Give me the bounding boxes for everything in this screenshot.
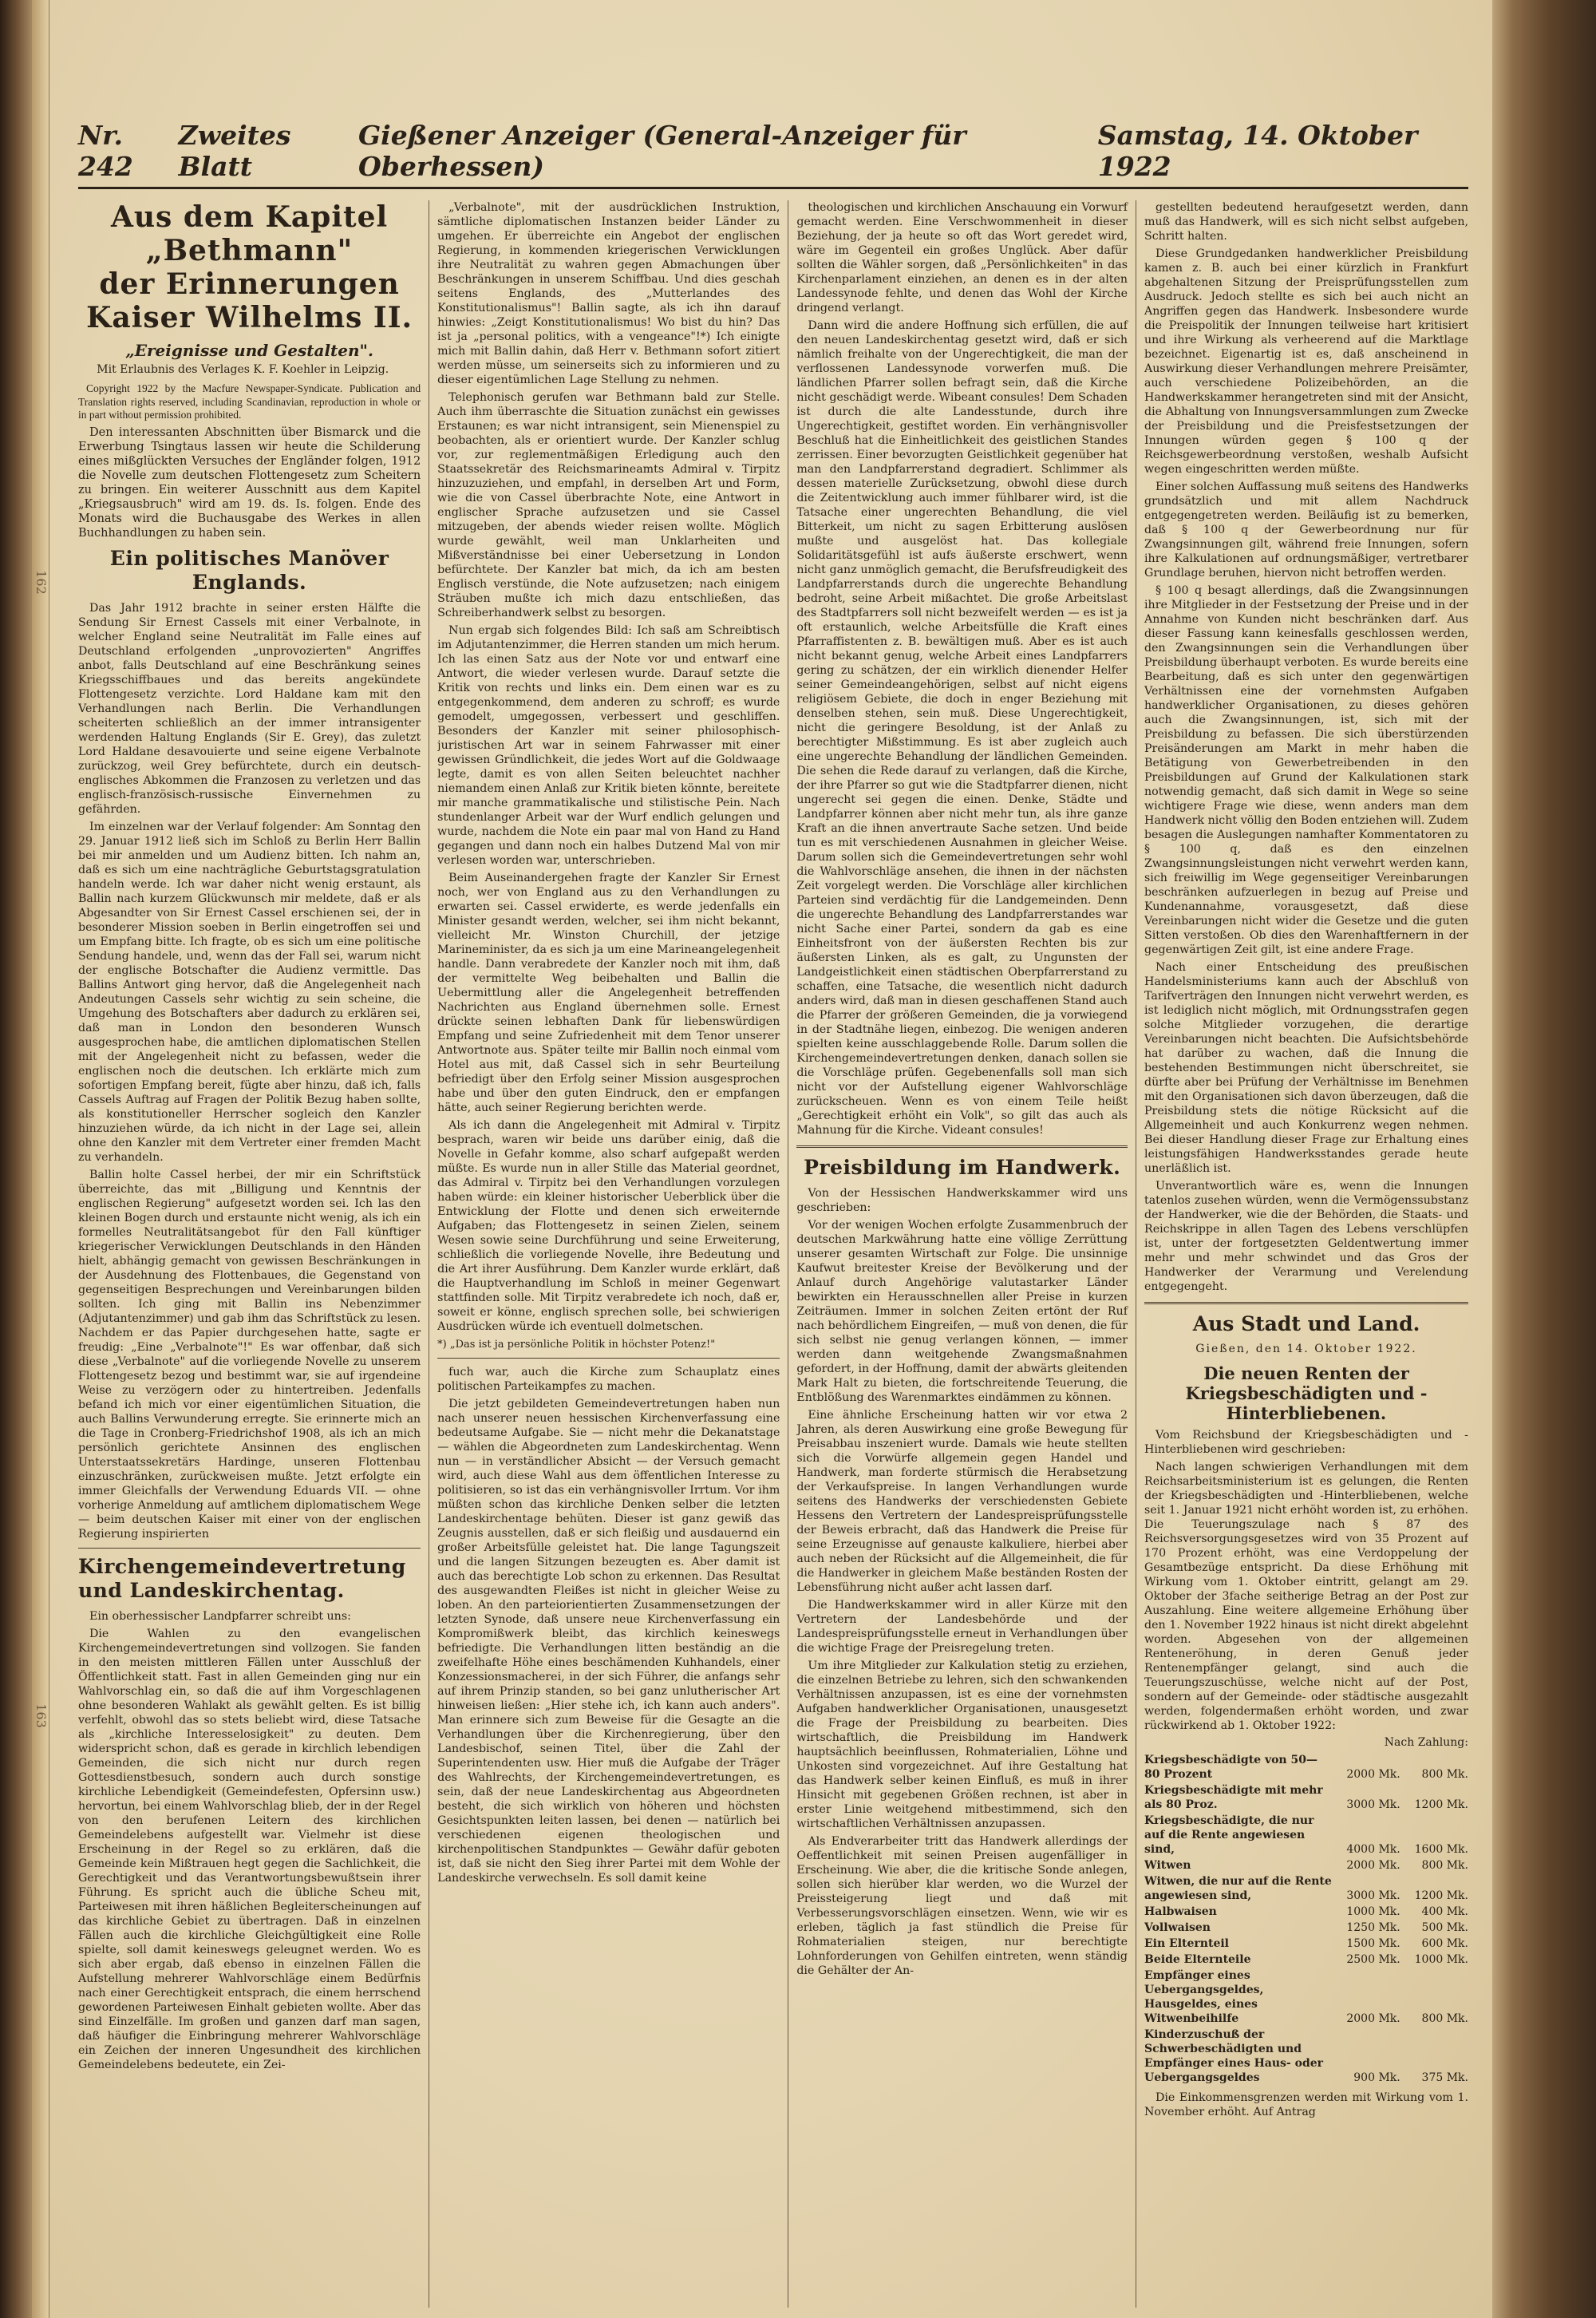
rate-new: 1200 Mk. [1414,1889,1468,1902]
edge-mark-lower: 163 [33,1703,49,1728]
rate-old: 3000 Mk. [1346,1889,1400,1902]
article-paragraph: Einer solchen Auffassung muß seitens des Handwerks grundsätzlich und mit allem Nachdruck entgegengetreten werden. Beiläufig ist zu bemerken, daß § 100 q der Gewerbeordnung nur für Zwangsinnungen gilt, während freie Innungen, sofern ihre Kalkulationen auf ordnungsmäßiger, vertretbarer Grundlage beruhen, hiervon nicht betroffen werden. [1144,481,1468,580]
rate-old: 2000 Mk. [1346,2012,1400,2025]
article-paragraph: theologischen und kirchlichen Anschauung ein Vorwurf gemacht werden. Eine Verschwommenheit in dieser Beziehung, der ja heute so oft das Wort geredet wird, wäre im Gegenteil ein großes Unglück. Aber dafür sollten die Wähler sorgen, daß „Persönlichkeiten" in das Kirchenparlament einziehen, an denen es in der alten Landessynode fehlte, und denen das Wohl der Kirche dringend verlangt. [796,201,1128,314]
rates-row [1144,1857,1468,1873]
article-paragraph: Um ihre Mitglieder zur Kalkulation stetig zu erziehen, die einzelnen Betriebe zu lehren, sich den schwankenden Verhältnissen anzupassen, ist es eine der vornehmsten Aufgaben handwerklicher Organisationen, unausgesetzt die Frage der Preisbildung zu bearbeiten. Dies wirtschaftlich, die Preisbildung im Handwerk hauptsächlich beeinflussen, Rohmaterialien, Löhne und Unkosten sind vorgezeichnet. Auf ihre Gestaltung hat das Handwerk selber keinen Einfluß, es muß in ihrer Hinsicht mit gegebenen Größen rechnen, ist aber in erster Linie weitgehend mitbestimmend, sich den wirtschaftlichen Verhältnissen anzupassen. [796,1659,1128,1830]
article-paragraph: Nach langen schwierigen Verhandlungen mit dem Reichsarbeitsministerium ist es gelungen, die Renten der Kriegsbeschädigten und -Hinterbliebenen, welche seit 1. Januar 1921 nicht erhöht worden ist, zu erhöhen. Die Teuerungszulage nach § 87 des Reichsversorgungsgesetzes wird von 35 Prozent auf 170 Prozent erhöht, was eine Verdoppelung der Gesamtbezüge entspricht. Da diese Erhöhung mit Wirkung vom 1. Oktober eintritt, gelangt am 29. Oktober der 3fache seitherige Betrag an der Post zur Auszahlung. Eine weitere allgemeine Erhöhung über den 1. November 1922 hinaus ist nicht direkt abgelehnt worden. Abgesehen von der allgemeinen Renteneröhung, in deren Genuß jeder Rentenempfänger gelangt, sind auch die Teuerungszuschüsse, welche nicht auf der Post, sondern auf der Gemeinde- oder städtische ausgezahlt werden, folgendermaßen erhöht worden, und zwar rückwirkend ab 1. Oktober 1922: [1144,1461,1468,1732]
rate-label: Vollwaisen [1144,1921,1211,1934]
rates-row [1144,1752,1468,1782]
rate-label: Empfänger eines Uebergangsgeldes, Hausgeldes, eines Witwenbeihilfe [1144,1969,1264,2025]
rate-old: 1250 Mk. [1346,1921,1400,1934]
article-paragraph: Nun ergab sich folgendes Bild: Ich saß am Schreibtisch im Adjutantenzimmer, die Herren standen um mich herum. Ich las einen Satz aus der Note vor und entwarf eine Antwort, die wieder verlesen wurde. Darauf setzte die Kritik von rechts und links ein. Dem einen war es zu entgegenkommend, dem anderen zu schroff; es wurde gemodelt, umgegossen, verbessert und geschliffen. Besonders der Kanzler mit seiner philosophisch-juristischen Art war in seinem Fahrwasser mit einer gewissen Gründlichkeit, die jedes Wort auf die Goldwaage legte, damit es von allen Seiten beleuchtet nachher niemandem einen Anlaß zur Kritik bieten könnte, bereitete mir manche grammatikalische und stilistische Pein. Nach stundenlanger Arbeit war der Wurf endlich gelungen und wurde, nachdem die Note ein paar mal von Hand zu Hand gegangen und dann noch ein halbes Dutzend Mal von mir verlesen worden war, unterschrieben. [437,624,780,867]
rate-label: Witwen [1144,1859,1191,1872]
newspaper-page [49,0,1492,2318]
article-paragraph: „Verbalnote", mit der ausdrücklichen Instruktion, sämtliche diplomatischen Instanzen beider Länder zu umgehen. Er überreichte ein Angebot der englischen Regierung, in kommenden kriegerischen Verwicklungen ihre Neutralität zu wahren gegen Abmachungen über Beschränkungen in unserem Schiffbau. Und dies geschah seitens Englands, des „Mutterlandes des Konstitutionalismus"! Ballin sagte, als ich ihn darauf hinwies: „Zeigt Konstitutionalismus! Wo bist du hin? Das ist ja „personal politics, with a vengeance"!*) Ich einigte mich mit Ballin dahin, daß Herr v. Bethmann sofort zitiert werden müsse, um seinerseits sich zu informieren und zu dieser eigentümlichen Lage Stellung zu nehmen. [437,201,780,386]
rates-row [1144,1920,1468,1936]
rate-old: 3000 Mk. [1346,1798,1400,1811]
rate-label: Kriegsbeschädigte mit mehr als 80 Proz. [1144,1784,1323,1811]
rates-row [1144,1782,1468,1813]
rates-row [1144,1904,1468,1920]
newspaper-name: Gießener Anzeiger (General-Anzeiger für Oberhessen) [358,120,966,182]
article-paragraph: Eine ähnliche Erscheinung hatten wir vor etwa 2 Jahren, als deren Auswirkung eine große Bewegung für Preisabbau inszeniert wurde. Damals wie heute stellten sich die Vorwürfe allgemein gegen Handel und Handwerk, man forderte stürmisch die Herabsetzung der Verkaufspreise. In langen Verhandlungen wurde seitens des Handwerks der verschiedensten Gebiete Hessens den Vertretern der Landespreisprüfungsstelle der Beweis erbracht, daß das Handwerk die Preise für seine Erzeugnisse auf genauste kalkuliere, hierbei aber auch neben der Rücksicht auf die Allgemeinheit, die für die Handwerker in gleichem Maße beständen Rosten der Lebensführung nicht außer acht lassen darf. [796,1409,1128,1594]
columns [78,200,1468,2308]
book-binding-right [1492,0,1596,2318]
rate-label: Witwen, die nur auf die Rente angewiesen sind, [1144,1875,1332,1902]
article-paragraph: gestellten bedeutend heraufgesetzt werden, dann muß das Handwerk, will es sich nicht selbst aufgeben, Schritt halten. [1144,201,1468,243]
article-paragraph: Die jetzt gebildeten Gemeindevertretungen haben nun nach unserer neuen hessischen Kirchenverfassung eine bedeutsame Aufgabe. Sie — nicht mehr die Dekanatstage — wählen die Abgeordneten zum Landeskirchentag. Wenn nun — in verständlicher Absicht — der Versuch gemacht wird, auch diese Wahl aus dem öffentlichen Interesse zu politisieren, so ist das ein verhängnisvoller Irrtum. Vor ihm müßten schon das kirchliche Denken selber die letzten Landeskirchentage behüten. Dieser ist ganz gewiß das Zeugnis ausstellen, daß er sich fleißig und ausdauernd ein großer Arbeitsfülle geleistet hat. Die lange Tagungszeit und die langen Sitzungen bezeugten es. Aber damit ist auch das berechtigte Lob schon zu erkennen. Das Resultat des ausgewandten Fleißes ist nicht in gleicher Weise zu loben. An den parteiorientierten Zusammensetzungen der letzten Synode, daß unsere neue Kirchenverfassung ein Kompromißwerk bleibt, das kirchlich keineswegs befriedigte. Die Verhandlungen litten beständig an die zweifelhafte Höhe eines beschämenden Kuhhandels, einer Konzessionsmacherei, in der sich Führer, die anfangs sehr auf ihrem Prinzip standen, so bei ganz unlutherischer Art hinweisen ließen: „Hier stehe ich, ich kann auch anders". Man erinnere sich zum Beweise für die Gesagte an die Verhandlungen über die Kirchenregierung, über den Landesbischof, seinen Titel, über die Zahl der Superintendenten usw. Hier muß die Aufgabe der Träger des Wahlrechts, der Kirchengemeindevertretungen, es sein, daß der neue Landeskirchentag aus Abgeordneten besteht, die sich wirklich von höheren und höchsten Gesichtspunkten leiten lassen, bei denen — natürlich bei verschiedenen eigenen theologischen und kirchenpolitischen Standpunktes — Gewähr dafür geboten ist, daß sie nicht den Sieg ihrer Partei mit dem Wohle der Landeskirche verwechseln. Es soll damit keine [437,1398,780,1885]
rate-label: Halbwaisen [1144,1905,1217,1918]
column-3 [796,200,1136,2308]
column-1 [78,200,429,2308]
rate-old: 2000 Mk. [1346,1859,1400,1872]
article-paragraph: Das Jahr 1912 brachte in seiner ersten Hälfte die Sendung Sir Ernest Cassels mit einer Verbalnote, in welcher England seine Neutralität im Falle eines auf Deutschland erfolgenden „unprovozierten" Angriffes anbot, falls Deutschland auf eine Beschränkung seines Kriegsschiffbaues und das bereits angekündete Flottengesetz verzichte. Lord Haldane kam mit den Verhandlungen nach Berlin. Die Verhandlungen scheiterten schließlich an der immer intransigenter werdenden Haltung Englands (Sir E. Grey), das zuletzt Lord Haldane desavouierte und seine eigene Verbalnote zurückzog, weil Grey befürchtete, durch ein deutsch-englisches Abkommen die Franzosen zu verletzen und das englisch-französisch-russische Einvernehmen zu gefährden. [78,601,421,816]
masthead-rule [78,187,1468,189]
feature-credit: Mit Erlaubnis des Verlages K. F. Koehler in Leipzig. [97,363,389,376]
column-separator [796,1145,1128,1148]
article-paragraph: Telephonisch gerufen war Bethmann bald zur Stelle. Auch ihm überraschte die Situation zunächst ein gewisses Erstaunen; es war nicht intransigent, sein Mienenspiel zu beobachten, als er orientiert wurde. Der Kanzler schlug vor, zur reglementmäßigen Erledigung auch den Staatssekretär des Reichsmarineamts Admiral v. Tirpitz hinzuzuziehen, und empfahl, in derselben Art und Form, wie die von Cassel überbrachte Note, eine Antwort in englischer Sprache aufzusetzen und sie Cassel mitzugeben, der abends wieder reisen wollte. Möglich wurde gewählt, weil man Unklarheiten und Mißverständnisse bei einer Uebersetzung in London befürchtete. Der Kanzler bat mich, da ich am besten Englisch verstünde, die Note aufzusetzen; nach einigem Sträuben mußte ich mich dazu entschließen, das Schreiberhandwerk selbst zu besorgen. [437,391,780,619]
article-paragraph: Vor der wenigen Wochen erfolgte Zusammenbruch der deutschen Markwährung hatte eine völlige Zerrüttung unserer gesamten Wirtschaft zur Folge. Die unsinnige Kaufwut breitester Kreise der Bevölkerung und der Anlauf durch Angehörige valutastarker Länder bewirkten ein Herausschnellen aller Preise in kurzen Zeiträumen. Immer in solchen Zeiten ertönt der Ruf nach behördlichem Eingreifen, — muß von denen, die für sich selbst nie genug verlangen können, — immer werden dann weitgehende Zwangsmaßnahmen gefordert, in der Hoffnung, damit der abwärts gleitenden Mark Halt zu bieten, die fortschreitende Teuerung, die Entblößung des Warenmarktes eindämmen zu können. [796,1219,1128,1404]
rate-new: 375 Mk. [1421,2071,1468,2084]
article-paragraph: Beim Auseinandergehen fragte der Kanzler Sir Ernest noch, wer von England aus zu den Verhandlungen zu erwarten sei. Cassel erwiderte, es werde jedenfalls ein Minister gesandt werden, welcher, sei ihm nicht bekannt, vielleicht Mr. Winston Churchill, der jetzige Marineminister, da es sich ja um eine Marineangelegenheit handle. Dann verabredete der Kanzler noch mit ihm, daß der vermittelte Weg beibehalten und Ballin die Uebermittlung aller die Angelegenheit betreffenden Nachrichten aus England übernehmen solle. Ernest drückte seinen lebhaften Dank für liebenswürdigen Empfang und seine Zufriedenheit mit dem Tenor unserer Antwortnote aus. Später teilte mir Ballin noch einmal vom Hotel aus mit, daß Cassel sich in sehr Beurteilung befriedigt über den Erfolg seiner Mission ausgesprochen habe und über den guten Eindruck, den er empfangen hätte, auch seiner Regierung berichten werde. [437,872,780,1114]
dateline: Gießen, den 14. Oktober 1922. [1195,1343,1417,1355]
rate-new: 600 Mk. [1421,1937,1468,1950]
article-heading-manoever: Ein politisches Manöver Englands. [109,546,389,594]
rates-row [1144,1952,1468,1968]
column-separator [78,1548,421,1549]
rate-new: 800 Mk. [1421,1859,1468,1872]
article-paragraph: Diese Grundgedanken handwerklicher Preisbildung kamen z. B. auch bei einer kürzlich in Frankfurt abgehaltenen Sitzung der Preisprüfungsstellen zum Ausdruck. Jedoch stellte es sich bei auch nicht an Angriffen gegen das Handwerk. Insbesondere wurde die Preispolitik der Innungen teilweise hart kritisiert und ihre Wirkung als verheerend auf die Marktlage bezeichnet. Eigenartig ist es, daß anscheinend in Auswirkung dieser Verhandlungen mehrere Preisämter, auch verschiedene Polizeibehörden, an die Handwerkskammer herangetreten sind mit der Ansicht, die Abhaltung von Innungsversammlungen zum Zwecke der Preisbildung und die Preisfestsetzungen der Innungen würden gegen § 100 q der Reichsgewerbeordnung verstoßen, weshalb Aufsicht wegen eingeschritten werden müßte. [1144,247,1468,476]
rates-table [1144,1752,1468,2086]
rates-table-label: Nach Zahlung: [1384,1736,1468,1749]
rate-old: 900 Mk. [1353,2071,1400,2084]
feature-intro: Den interessanten Abschnitten über Bismarck und die Erwerbung Tsingtaus lassen wir heute die Schilderung eines mißglückten Versuches der Engländer folgen, 1912 die Novelle zum deutschen Flottengesetz zum Scheitern zu bringen. Ein weiterer Ausschnitt aus dem Kapitel „Kriegsausbruch" wird am 19. ds. Is. folgen. Ende des Monats wird die Buchausgabe des Werkes in allen Buchhandlungen zu haben sein. [78,425,421,540]
article-heading-renten: Die neuen Renten der Kriegsbeschädigten und -Hinterbliebenen. [1185,1363,1428,1423]
masthead [78,120,1468,187]
rates-row [1144,1813,1468,1857]
section-heading-stadt-land: Aus Stadt und Land. [1192,1312,1420,1335]
rate-new: 1200 Mk. [1414,1798,1468,1811]
article-paragraph: Als Endverarbeiter tritt das Handwerk allerdings der Oeffentlichkeit mit seinen Preisen augenfälliger in Erscheinung. Wie aber, die die kritische Sonde anlegen, sollen sich hierüber klar werden, wo die Wurzel der Preissteigerung liegt und daß mit Verbesserungsvorschlägen einsetzen. Wenn, wie wir es erleben, täglich ja fast stündlich die Preise für Rohmaterialien steigen, nur berechtigte Lohnforderungen von Gehilfen eintreten, wenn ständig die Gehälter der An- [796,1835,1128,1977]
feature-subtitle: „Ereignisse und Gestalten". [125,341,373,360]
feature-title [78,200,421,334]
article-paragraph: Ballin holte Cassel herbei, der mir ein Schriftstück überreichte, das mit „Billigung und Kenntnis der englischen Regierung" aufgesetzt worden sei. Ich las den kleinen Bogen durch und erstaunte nicht wenig, als ich ein formelles Neutralitätsangebot für den Fall künftiger kriegerischer Verwicklungen Deutschlands in den Händen hielt, abhängig gemacht von gewissen Beschränkungen in der Ausdehnung des Flottenbaues, die Gegenstand von gegenseitigen Besprechungen und Vereinbarungen bilden sollten. Ich ging mit Ballin ins Nebenzimmer (Adjutantenzimmer) und gab ihm das Schriftstück zu lesen. Nachdem er das Papier durchgesehen hatte, sagte er freudig: „Eine „Verbalnote"!" Es war offenbar, daß sich diese „Verbalnote" auf die vorliegende Novelle zu unserem Flottengesetz bezog und bestimmt war, sie auf irgendeine Weise zu verzögern oder zu hintertreiben. Jedenfalls befand ich mich vor einer eigentümlichen Situation, die auch Ballins Verwunderung erregte. Sie erinnerte mich an die Tage in Cronberg-Friedrichshof 1908, als ich an mich persönlich gerichtete Ansinnen des englischen Unterstaatssekretärs Hardinge, unseren Flottenbau einzuschränken, zurückweisen mußte. Jetzt erfolgte ein immer Gleichfalls der Verwendung Eduards VII. — ohne vorherige Anmeldung auf amtlichem diplomatischem Wege — beim deutschen Kaiser mit einer von der englischen Regierung inspirierten [78,1168,421,1541]
rate-label: Kinderzuschuß der Schwerbeschädigten und Empfänger eines Haus- oder Uebergangsgeldes [1144,2028,1324,2084]
article-paragraph: § 100 q besagt allerdings, daß die Zwangsinnungen ihre Mitglieder in der Festsetzung der Preise und in der Annahme von Kunden nicht beschränken darf. Aus dieser Fassung kann keinesfalls geschlossen werden, den Zwangsinnungen sein die Verhandlungen über Preisbildung überhaupt verboten. Es wurde bereits eine Bearbeitung, daß es sich unter den gegenwärtigen Verhältnissen eine der vornehmsten Aufgaben handwerklicher Organisationen, zu dieses gehören auch die Zwangsinnungen, ist, sich mit der Preisbildung zu befassen. Die sich überstürzenden Preisänderungen am Markt in mehr haben die Betätigung von Gewerbetreibenden in den Preisbildungen auf Grund der Kalkulationen stark notwendig gemacht, daß sich damit in Wege so seine wichtigere Frage wie diese, wenn anders man dem Handwerk nicht völlig den Boden entziehen will. Zudem besagen die Auslegungen namhafter Kommentatoren zu § 100 q, daß es den einzelnen Zwangsinnungsleistungen nicht verwehrt werden kann, sich freiwillig im Wege gegenseitiger Vereinbarungen beschränken aufzuerlegen in bezug auf Preise und Kundenannahme, vorausgesetzt, daß diese Vereinbarungen nicht wider die Gesetze und die guten Sitten verstoßen. Ob dies den Warenhaftfernern in der gegenwärtigen Zeit gilt, ist eine andere Frage. [1144,584,1468,956]
rate-new: 1000 Mk. [1414,1953,1468,1966]
rates-row [1144,1936,1468,1952]
column-separator [1144,1302,1468,1304]
rate-new: 500 Mk. [1421,1921,1468,1934]
article-paragraph: Vom Reichsbund der Kriegsbeschädigten und -Hinterbliebenen wird geschrieben: [1144,1429,1468,1456]
column-separator [437,1358,780,1359]
article-heading-kirchengemeinde: Kirchengemeindevertretung und Landeskirchentag. [78,1554,406,1602]
rate-old: 2500 Mk. [1346,1953,1400,1966]
rate-old: 4000 Mk. [1346,1843,1400,1856]
article-paragraph: Die Wahlen zu den evangelischen Kirchengemeindevertretungen sind vollzogen. Sie fanden in den meisten mittleren Fällen unter Ausschluß der Öffentlichkeit statt. Fast in allen Gemeinden ging nur ein Wahlvorschlag ein, so daß die auf ihm Vorgeschlagenen ohne besonderen Wahlakt als gewählt gelten. Es ist billig verfehlt, obwohl das so stets beliebt wird, diese Tatsache als „kirchliche Interesselosigkeit" zu deuten. Dem widerspricht schon, daß es gerade in kirchlich lebendigen Gemeinden, die sich nicht nur durch regen Gottesdienstbesuch, sondern auch durch sonstige kirchliche Lebendigkeit (Gemeindefesten, Opfersinn usw.) hervortun, bei einem Wahlvorschlag blieb, der in der Regel von den berufenen Leitern des kirchlichen Gemeindelebens aufgestellt war. Vielmehr ist diese Erscheinung in der Regel so zu erklären, daß die Gemeinde kein Mißtrauen hegt gegen die Sachlichkeit, die Gerechtigkeit und das Verantwortungsbewußtsein ihrer Führung. Es spricht auch die übliche Scheu mit, Parteiwesen mit ihren häßlichen Begleiterscheinungen auf das kirchliche Gebiet zu übertragen. Daß in einzelnen Fällen auch die kirchliche Gleichgültigkeit eine Rolle spielte, soll damit keineswegs geleugnet werden. Wo es sich aber ergab, daß ebenso in einzelnen Fällen die Aufstellung mehrerer Wahlvorschläge einem Bedürfnis nach einer Gerechtigkeit entsprach, die einem herrschend gewordenen Parteiwesen Einhalt gebieten wollte. Aber das sind Einzelfälle. Im großen und ganzen darf man sagen, daß häufiger die Einbringung mehrerer Wahlvorschläge ein Zeichen der inneren Ungesundheit des kirchlichen Gemeindelebens bedeutete, ein Zei- [78,1627,421,2071]
article-byline: Ein oberhessischer Landpfarrer schreibt uns: [89,1609,351,1623]
article-paragraph: Als ich dann die Angelegenheit mit Admiral v. Tirpitz besprach, waren wir beide uns darüber einig, daß die Novelle in Gefahr komme, also scharf aufgepaßt werden müßte. Es wurde nun in aller Stille das Material geordnet, das Admiral v. Tirpitz bei den Verhandlungen vorzulegen haben würde: ein kleiner historischer Ueberblick über die Entwicklung der Flotte und denen sich erweiternde Aufgaben; das Flottengesetz in seinen Zielen, seinem Wesen sowie seine Durchführung und seine Erweiterung, schließlich die vorliegende Novelle, ihre Bedeutung und die Art ihrer Ausführung. Dem Kanzler wurde erklärt, daß die Hauptverhandlung im Schloß in meiner Gegenwart stattfinden solle. Mit Tirpitz verabredete ich noch, daß er, soweit er könne, englisch sprechen solle, bei schwierigen Ausdrücken würde ich eventuell dolmetschen. [437,1119,780,1333]
rates-row [1144,2027,1468,2086]
rate-label: Ein Elternteil [1144,1937,1229,1950]
left-page-edge [32,0,49,2318]
rate-label: Beide Elternteile [1144,1953,1251,1966]
rates-row [1144,1873,1468,1904]
article-byline: Von der Hessischen Handwerkskammer wird uns geschrieben: [796,1187,1128,1214]
issue-number: Nr. 242 [78,120,133,182]
article-paragraph: Dann wird die andere Hoffnung sich erfüllen, die auf den neuen Landeskirchentag gesetzt wird, daß er sich nämlich freihalte von der Ungerechtigkeit, die man der verflossenen Landessynode vorwerfen muß. Die ländlichen Pfarrer sollen befragt sein, daß die Kirche nicht geschädigt werde. Wibeant consules! Dem Schaden ist durch die alte Landesstunde, durch ihre Ungerechtigkeit, gestiftet worden. Ein verhängnisvoller Beschluß hat die Einheitlichkeit des geistlichen Standes zerrissen. Einer bevorzugten Geistlichkeit gegenüber hat man den Landpfarrerstand degradiert. Schlimmer als dessen materielle Zurücksetzung, obwohl diese durch die Zeitentwicklung auch immer fühlbarer wird, ist die Tatsache einer ungerechten Behandlung, die viel Bitterkeit, um nicht zu sagen Erbitterung auslösen mußte und ausgelöst hat. Das kollegiale Solidaritätsgefühl ist aufs äußerste erschwert, wenn nicht ganz unmöglich gemacht, die Berufsfreudigkeit des Landpfarrerstands durch die ungerechte Behandlung bedroht, seine Arbeit mißachtet. Die große Arbeitslast des Stadtpfarrers soll nicht bezweifelt werden — es ist ja oft erstaunlich, welche Arbeitsfülle die Kraft eines Pfarraffistenten z. B. bewältigen muß. Aber es ist auch nicht bekannt genug, welche Arbeit eines Landpfarrers gering zu schätzen, der ein wirklich dienender Helfer seiner Gemeindeangehörigen, selbst auf nicht eigens religiösem Gebiete, die doch in enger Beziehung mit denselben stehen, sein muß. Diese Ungerechtigkeit, nicht die geringere Besoldung, ist der Anlaß zu berechtigter Mißstimmung. Es ist aber zugleich auch eine ungerechte Behandlung der ländlichen Gemeinden. Die sehen die Rede darauf zu verlangen, daß die Kirche, der ihre Pfarrer so gut wie die Stadtpfarrer dienen, nicht ungerecht sei gegen die einen. Denke, Städte und Landpfarrer können aber nicht mehr tun, als ihre ganze Kraft an die ihnen anvertraute Sache setzen. Und beide tun es mit verschiedenen Ausnahmen in gleicher Weise. Darum sollen sich die Gemeindevertretungen sehr wohl die Wahlvorschläge ansehen, die ihnen in der nächsten Zeit vorgelegt werden. Die Vorschläge aller kirchlichen Parteien sind verdächtig für die Landgemeinden. Denn die ungerechte Behandlung des Landpfarrerstandes war nicht Sache einer Partei, sondern da gab es eine Einheitsfront von der äußersten Rechten bis zur äußersten Linken, als es galt, zu Ungunsten der Landgeistlichkeit einen städtischen Oberpfarrerstand zu schaffen, eine Tatsache, die wesentlich nicht dadurch anders wird, daß man in diesen geschaffenen Stand auch die Pfarrer der größeren Gemeinden, die ja vorwiegend in der Stadtnähe liegen, einbezog. Die wenigen anderen spielten keine ausschlaggebende Rolle. Darum sollen die Kirchengemeindevertretungen denken, danach sollen sie die Vorschläge prüfen. Gegebenenfalls soll man sich nicht vor der Aufstellung eigener Wahlvorschläge zurückscheuen. Wenn es von einem Teile heißt „Gerechtigkeit erhöht ein Volk", so gilt das auch als Mahnung für die Kirche. Videant consules! [796,319,1128,1137]
rate-label: Kriegsbeschädigte, die nur auf die Rente angewiesen sind, [1144,1814,1314,1856]
article-paragraph: Die Einkommensgrenzen werden mit Wirkung vom 1. November erhöht. Auf Antrag [1144,2091,1468,2118]
edge-mark-upper: 162 [33,570,49,595]
feature-title-line-2: der Erinnerungen Kaiser Wilhelms II. [86,267,413,334]
rate-label: Kriegsbeschädigte von 50—80 Prozent [1144,1754,1317,1781]
column-4 [1144,200,1468,2308]
article-paragraph: Unverantwortlich wäre es, wenn die Innungen tatenlos zusehen würden, wenn die Vermögenssubstanz der Handwerker, wie die der Behörden, die Staats- und Reichskrippe in allen Tagen des Lebens verschlüpfen ist, unter der fortgesetzten Geldentwertung immer mehr und mehr schwindet und das Gros der Handwerker der Verarmung und Verelendung entgegengeht. [1144,1180,1468,1293]
article-paragraph: Im einzelnen war der Verlauf folgender: Am Sonntag den 29. Januar 1912 ließ sich im Schloß zu Berlin Herr Ballin bei mir anmelden und um Audienz bitten. Ich nahm an, daß es sich um eine nachträgliche Geburtstagsgratulation handeln werde. Ich war daher nicht wenig erstaunt, als Ballin nach kurzem Glückwunsch mir meldete, daß er als Abgesandter von Sir Ernest Cassel erschienen sei, der in besonderer Mission soeben in Berlin eingetroffen sei und um Empfang bitte. Ich fragte, ob es sich um eine politische Sendung handele, und, wenn das der Fall sei, warum nicht der englische Botschafter die Audienz vermittle. Das Ballins Antwort ging hervor, daß die Angelegenheit nach Andeutungen Cassels sehr wichtig zu sein scheine, die Umgehung des Botschafters aber dadurch zu erklären sei, daß man in London den besonderen Wunsch ausgesprochen habe, die amtlichen diplomatischen Stellen mit der Angelegenheit nicht zu befassen, weder die englischen noch die deutschen. Ich erklärte mich zum sofortigen Empfang bereit, fügte aber hinzu, daß ich, falls Cassels Auftrag auf Fragen der Politik Bezug haben sollte, als konstitutioneller Herrscher sogleich den Kanzler hinzuziehen würde, da ich nicht in der Lage sei, allein ohne den Kanzler mit dem Vertreter einer fremden Macht zu verhandeln. [78,820,421,1164]
rate-old: 1000 Mk. [1346,1905,1400,1918]
section-label: Zweites Blatt [178,120,291,182]
article-heading-preisbildung: Preisbildung im Handwerk. [804,1156,1121,1179]
article-paragraph: fuch war, auch die Kirche zum Schauplatz eines politischen Parteikampfes zu machen. [437,1366,780,1393]
footnote: *) „Das ist ja persönliche Politik in höchster Potenz!" [437,1339,716,1351]
issue-date: Samstag, 14. Oktober 1922 [1097,120,1418,182]
copyright-notice: Copyright 1922 by the Macfure Newspaper-Syndicate. Publication and Translation rights reserved, including Scandinavian, reproduction in whole or in part without permission prohibited. [78,382,421,421]
rate-new: 1600 Mk. [1414,1843,1468,1856]
rate-new: 400 Mk. [1421,1905,1468,1918]
rate-old: 1500 Mk. [1346,1937,1400,1950]
article-paragraph: Nach einer Entscheidung des preußischen Handelsministeriums kann auch der Abschluß von Tarifverträgen den Innungen nicht verwehrt werden, es ist lediglich nicht möglich, mit Ordnungsstrafen gegen solche Mitglieder vorzugehen, die derartige Vereinbarungen nicht beachten. Die Aufsichtsbehörde hat darüber zu wachen, daß die Innung die bestehenden Bestimmungen nicht überschreitet, sie dürfte aber bei Prüfung der Verhältnisse im Benehmen mit den Organisationen sich davon überzeugen, daß die Preisbildung stets die nötige Rücksicht auf die Allgemeinheit und auch Konkurrenz wegen nehmen. Bei dieser Handlung dieser Frage zur Erhaltung eines leistungsfähigen Handwerksstandes gerade heute unerläßlich ist. [1144,961,1468,1175]
rate-old: 2000 Mk. [1346,1768,1400,1781]
feature-title-line-1: Aus dem Kapitel „Bethmann" [110,200,389,267]
rates-row [1144,1968,1468,2027]
rate-new: 800 Mk. [1421,2012,1468,2025]
rate-new: 800 Mk. [1421,1768,1468,1781]
article-paragraph: Die Handwerkskammer wird in aller Kürze mit den Vertretern der Landesbehörde und der Landespreisprüfungsstelle erneut in Verhandlungen über die wichtige Frage der Preisregelung treten. [796,1599,1128,1655]
column-2 [437,200,788,2308]
